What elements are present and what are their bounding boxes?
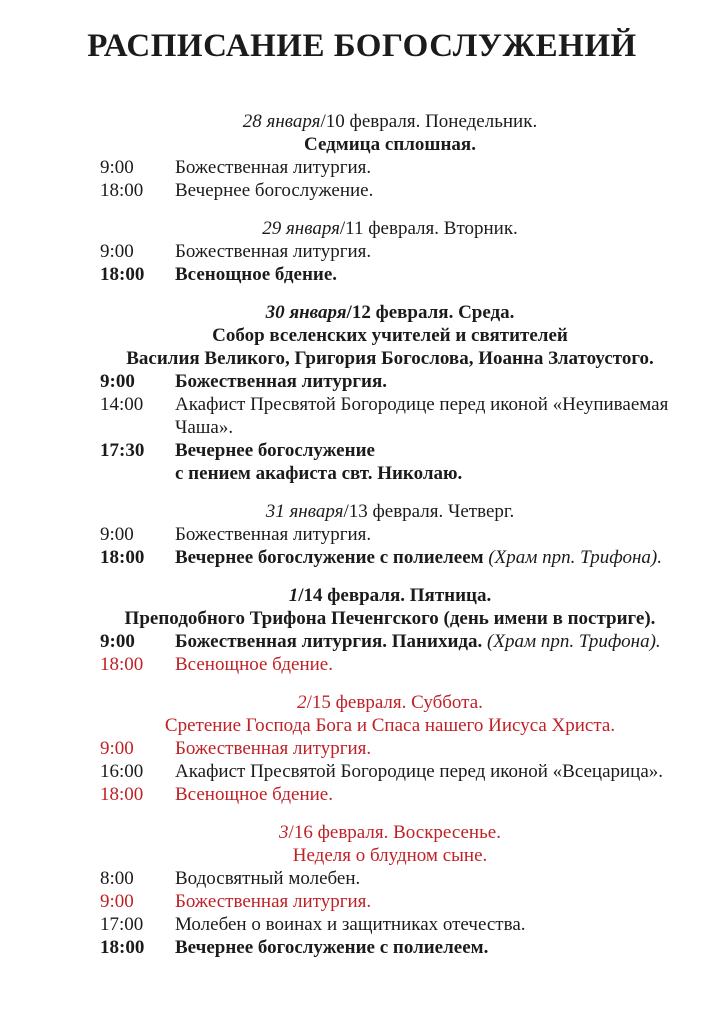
service-description: Акафист Пресвятой Богородице перед иконой «Неупиваемая Чаша». (175, 394, 669, 438)
service-time: 9:00 (100, 157, 134, 178)
feast-subheader: Седмица сплошная. (304, 134, 476, 155)
day-header (100, 500, 680, 523)
service-description: Всенощное бдение. (175, 264, 338, 285)
service-description: Божественная литургия. (175, 241, 372, 262)
service-description-line2: с пением акафиста свт. Николаю. (175, 463, 463, 484)
service-time: 16:00 (100, 761, 144, 782)
service-description (175, 630, 680, 653)
day-header (100, 217, 680, 240)
service-row (100, 179, 680, 202)
service-description-main: Божественная литургия. Панихида. (175, 631, 483, 652)
service-row (100, 393, 680, 439)
day-header-julian-date: 30 января (265, 302, 347, 323)
service-description: Водосвятный молебен. (175, 868, 361, 889)
service-description-main: Вечернее богослужение с полиелеем (175, 547, 484, 568)
service-time: 9:00 (100, 738, 134, 759)
day-block-friday (100, 584, 680, 676)
service-row (100, 263, 680, 286)
day-header-julian-date: 2 (297, 692, 307, 713)
service-description: Божественная литургия. (175, 371, 388, 392)
service-time: 14:00 (100, 394, 144, 415)
day-header-gregorian-part: /11 февраля. Вторник. (339, 218, 518, 239)
service-time: 18:00 (100, 547, 145, 568)
service-description: Божественная литургия. (175, 891, 372, 912)
service-description: Божественная литургия. (175, 738, 372, 759)
service-row (100, 439, 680, 485)
service-row (100, 913, 680, 936)
day-block-sunday (100, 821, 680, 959)
day-header-julian-date: 31 января (265, 501, 344, 522)
day-header (100, 110, 680, 133)
service-description (175, 546, 680, 569)
day-block-wednesday (100, 301, 680, 485)
service-time: 9:00 (100, 524, 134, 545)
day-header (100, 821, 680, 844)
service-row (100, 737, 680, 760)
service-time: 18:00 (100, 180, 144, 201)
service-time: 18:00 (100, 784, 144, 805)
page-title: РАСПИСАНИЕ БОГОСЛУЖЕНИЙ (87, 28, 637, 64)
day-header (100, 301, 680, 324)
service-time: 8:00 (100, 868, 134, 889)
day-header-gregorian-part: /14 февраля. Пятница. (298, 585, 492, 606)
day-header (100, 584, 680, 607)
service-time: 18:00 (100, 264, 145, 285)
service-time: 18:00 (100, 937, 145, 958)
service-description: Всенощное бдение. (175, 654, 333, 675)
service-description-line1: Вечернее богослужение (175, 440, 375, 461)
service-row (100, 760, 680, 783)
service-row (100, 546, 680, 569)
service-row (100, 156, 680, 179)
day-header-gregorian-part: /10 февраля. Понедельник. (320, 111, 538, 132)
service-time: 9:00 (100, 241, 134, 262)
service-row (100, 890, 680, 913)
service-time: 17:30 (100, 440, 145, 461)
schedule-content (0, 110, 724, 959)
service-description: Вечернее богослужение. (175, 180, 374, 201)
service-row (100, 240, 680, 263)
service-time: 9:00 (100, 891, 134, 912)
day-block-saturday (100, 691, 680, 806)
service-description: Вечернее богослужение с полиелеем. (175, 937, 489, 958)
service-row (100, 523, 680, 546)
service-time: 17:00 (100, 914, 144, 935)
day-header-gregorian-part: /12 февраля. Среда. (346, 302, 515, 323)
day-header-gregorian-part: /15 февраля. Суббота. (306, 692, 483, 713)
service-time: 9:00 (100, 371, 135, 392)
feast-subheader: Собор вселенских учителей и святителей (212, 325, 568, 346)
service-row (100, 630, 680, 653)
day-header-gregorian-part: /13 февраля. Четверг. (343, 501, 515, 522)
service-row (100, 370, 680, 393)
service-row (100, 653, 680, 676)
day-header (100, 691, 680, 714)
service-time: 9:00 (100, 631, 135, 652)
day-header-julian-date: 29 января (262, 218, 340, 239)
service-time: 18:00 (100, 654, 144, 675)
service-row (100, 936, 680, 959)
day-header-julian-date: 3 (279, 822, 289, 843)
day-block-tuesday (100, 217, 680, 286)
feast-subheader: Сретение Господа Бога и Спаса нашего Иисуса Христа. (164, 715, 616, 736)
day-header-julian-date: 28 января (242, 111, 321, 132)
service-row (100, 783, 680, 806)
service-description: Божественная литургия. (175, 524, 372, 545)
service-description (175, 439, 680, 485)
service-row (100, 867, 680, 890)
feast-subheader: Преподобного Трифона Печенгского (день имени в постриге). (124, 608, 656, 629)
feast-subheader: Неделя о блудном сыне. (292, 845, 488, 866)
day-header-gregorian-part: /16 февраля. Воскресенье. (288, 822, 501, 843)
service-location-note: (Храм прп. Трифона). (482, 631, 661, 652)
feast-subheader: Василия Великого, Григория Богослова, Иоанна Златоустого. (126, 348, 654, 369)
day-block-thursday (100, 500, 680, 569)
service-location-note: (Храм прп. Трифона). (483, 547, 662, 568)
service-description: Молебен о воинах и защитниках отечества. (175, 914, 526, 935)
service-description: Божественная литургия. (175, 157, 372, 178)
day-header-julian-date: 1 (288, 585, 299, 606)
service-description: Акафист Пресвятой Богородице перед иконой «Всецарица». (175, 761, 664, 782)
service-description: Всенощное бдение. (175, 784, 333, 805)
day-block-monday (100, 110, 680, 202)
